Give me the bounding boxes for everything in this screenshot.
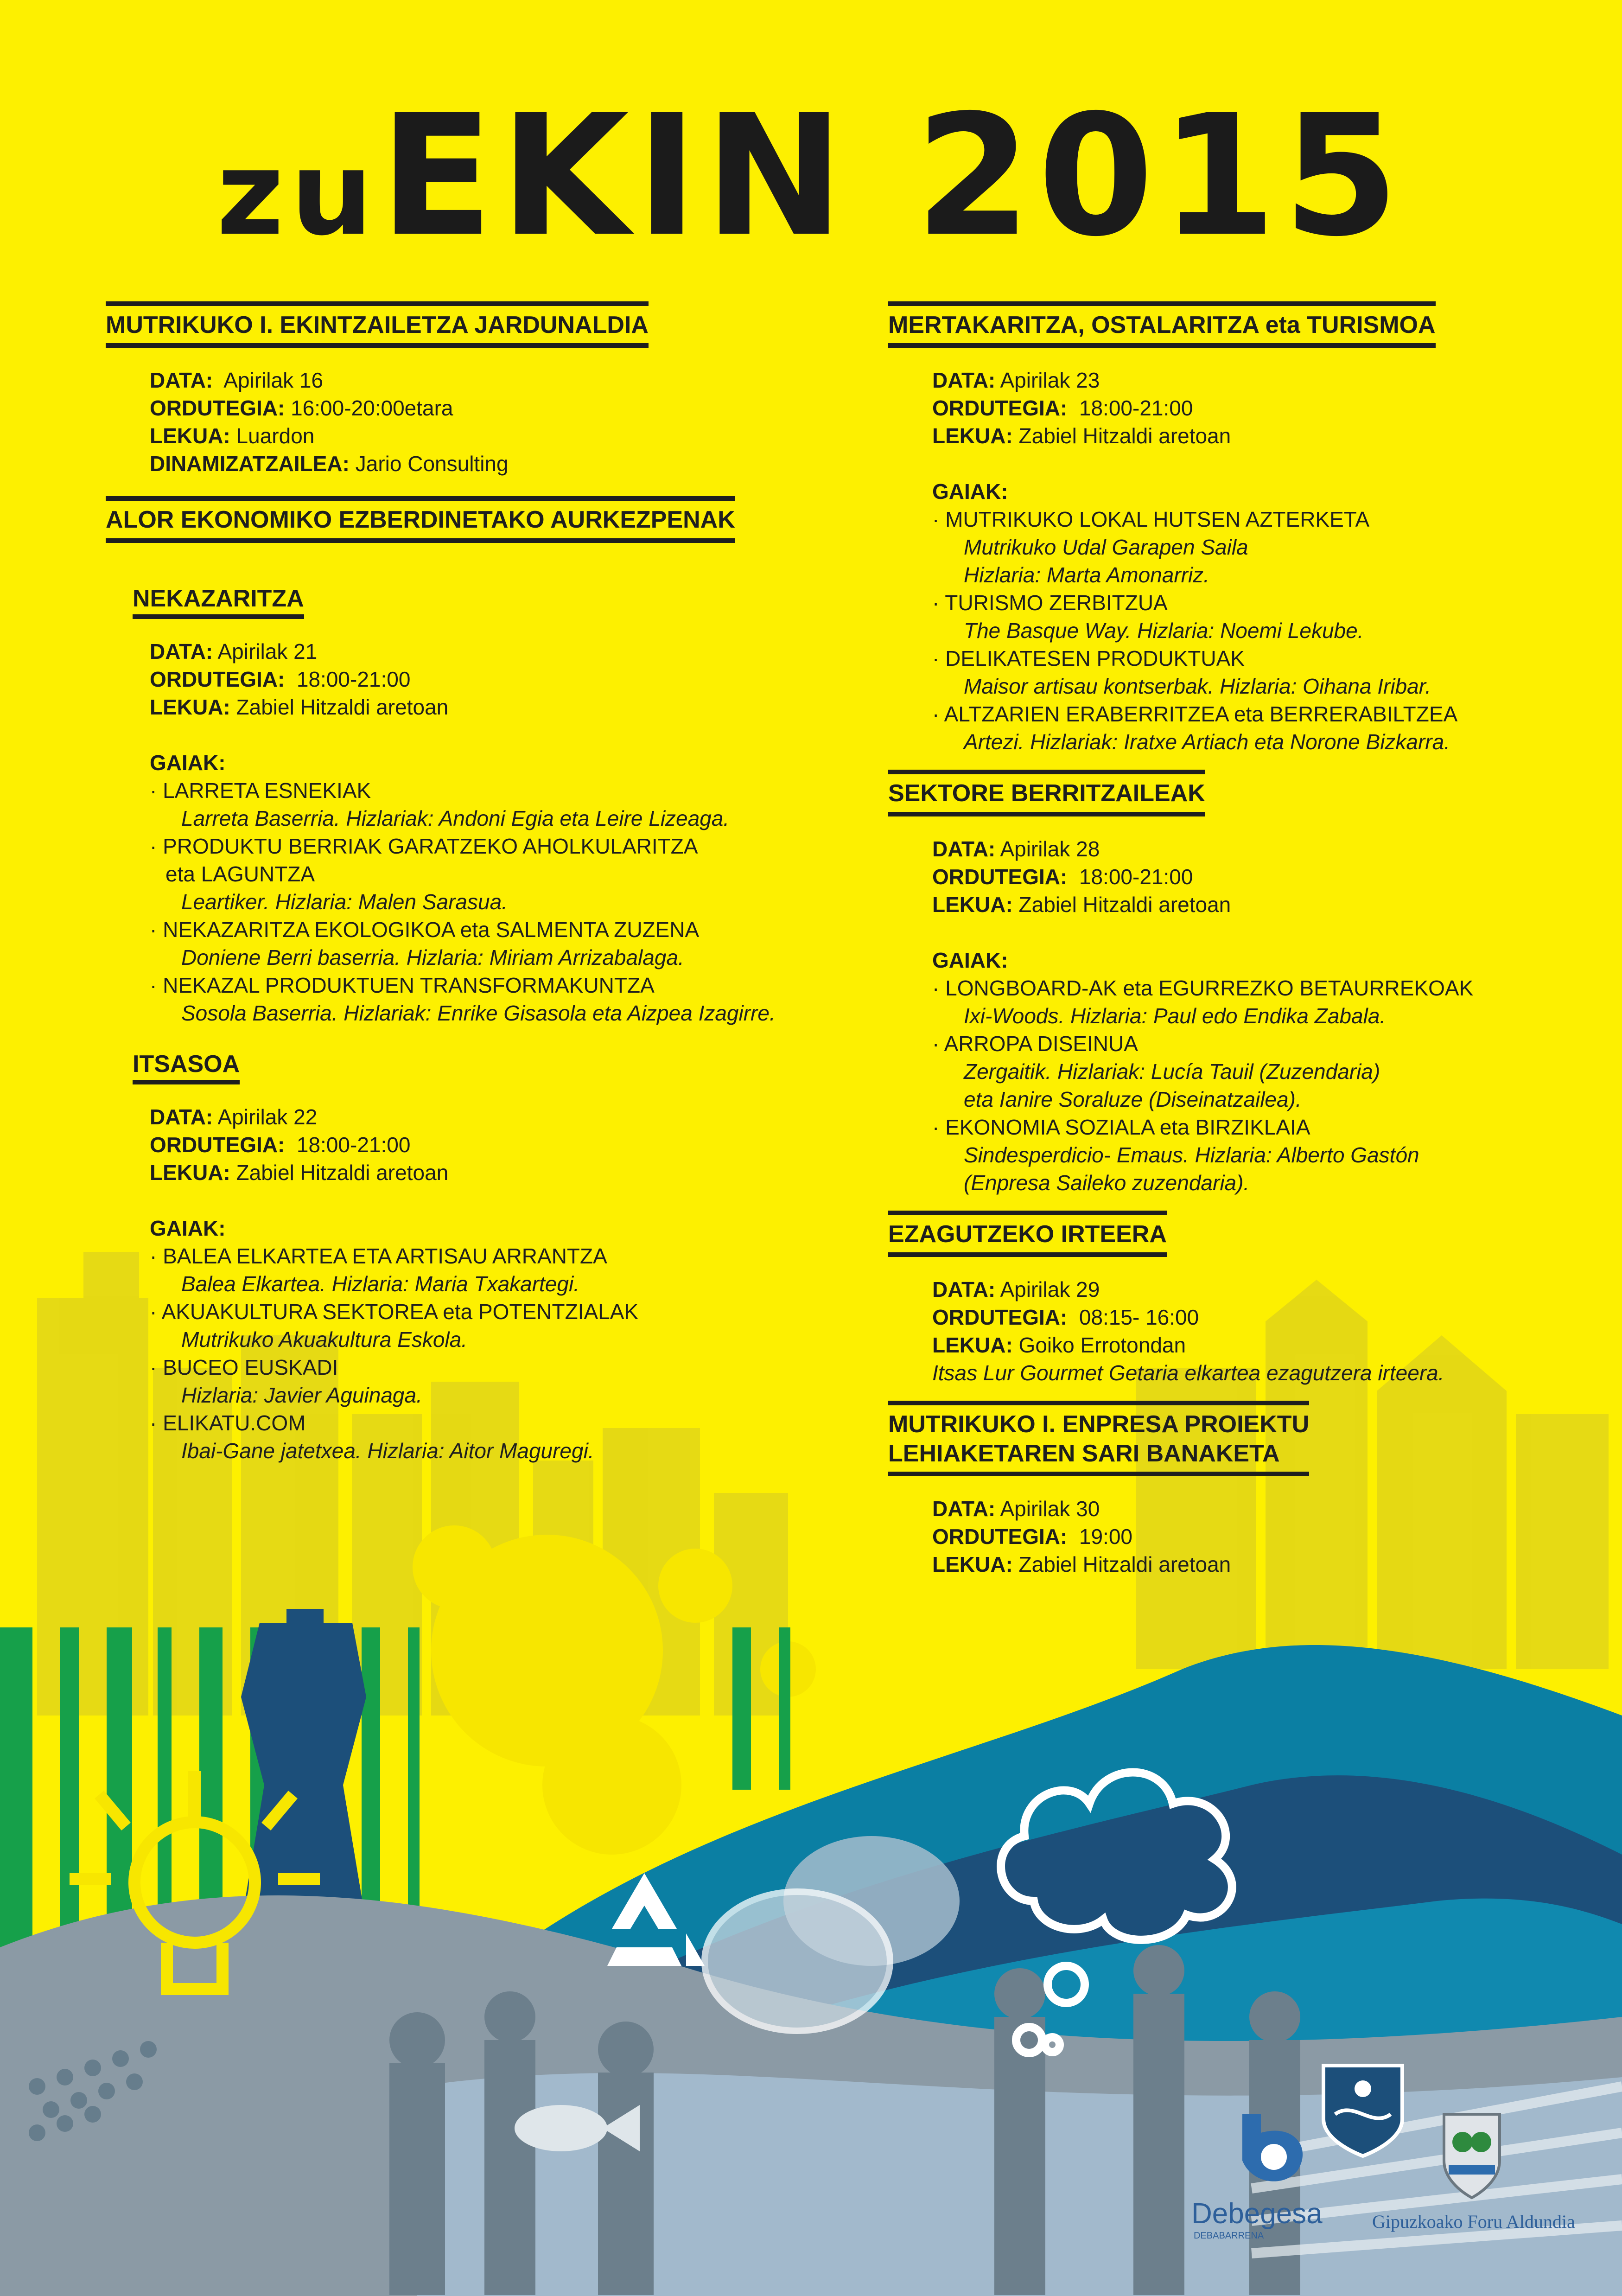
section-heading-aurkezpenak: ALOR EKONOMIKO EZBERDINETAKO AURKEZPENAK xyxy=(106,496,735,542)
info-row: ORDUTEGIA: 16:00-20:00etara xyxy=(150,396,453,421)
topic-item: · ARROPA DISEINUA xyxy=(932,1031,1138,1056)
topic-item: · EKONOMIA SOZIALA eta BIRZIKLAIA xyxy=(932,1115,1310,1139)
gipuzkoa-name: Gipuzkoako Foru Aldundia xyxy=(1372,2211,1575,2232)
info-row: LEKUA: Luardon xyxy=(150,424,315,448)
itsasoa-info: DATA: Apirilak 22 ORDUTEGIA: 18:00-21:00 LEKUA: Zabiel Hitzaldi aretoan GAIAK: · BALEA ELKARTEA ETA ARTISAU ARRANTZA Balea Elkartea. Hizlaria: Maria Txakartegi. · AKUAKULTURA SEKTOREA eta POTENTZIALAK Mutrikuko Akuakultura Eskola. · BUCEO EUSKADI Hizlaria: Javier Aguinaga. · ELIKATU.COM Ibai-Gane jatetxea. Hizlaria: Aitor Maguregi. xyxy=(106,1103,829,1465)
section-heading-turismoa: MERTAKARITZA, OSTALARITZA eta TURISMOA xyxy=(888,301,1436,348)
mutriku-crest xyxy=(1323,2066,1402,2156)
debegesa-logo xyxy=(1191,2114,1323,2241)
sari-banaketa-info: DATA: Apirilak 30 ORDUTEGIA: 19:00 LEKUA: Zabiel Hitzaldi aretoan xyxy=(932,1496,1231,1576)
topic-item: · MUTRIKUKO LOKAL HUTSEN AZTERKETA xyxy=(932,507,1370,532)
info-row: DINAMIZATZAILEA: Jario Consulting xyxy=(150,452,509,476)
topic-item: · ELIKATU.COM xyxy=(150,1410,306,1435)
debegesa-sub: DEBABARRENA xyxy=(1194,2231,1264,2241)
title-main: EKIN 2015 xyxy=(379,79,1406,273)
topic-item: · ALTZARIEN ERABERRITZEA eta BERRERABILTZEA xyxy=(932,702,1458,727)
topic-item: · BUCEO EUSKADI xyxy=(150,1355,338,1379)
topic-item: · PRODUKTU BERRIAK GARATZEKO AHOLKULARITZA xyxy=(150,834,698,858)
berritzaileak-info: DATA: Apirilak 28 ORDUTEGIA: 18:00-21:00 LEKUA: Zabiel Hitzaldi aretoan GAIAK: · LONGBOARD-AK eta EGURREZKO BETAURREKOAK Ixi-Woods. Hizlaria: Paul edo Endika Zabala. · ARROPA DISEINUA Zergaitik. Hizlariak: Lucía Tauil (Zuzendaria) eta Ianire Soraluze (Diseinatzailea). · EKONOMIA SOZIALA eta BIRZIKLAIA Sindesperdicio- Emaus. Hizlaria: Alberto Gastón (Enpresa Saileko zuzendaria). xyxy=(888,835,1528,1197)
topic-item: · NEKAZARITZA EKOLOGIKOA eta SALMENTA ZUZENA xyxy=(150,917,700,942)
debegesa-name: Debegesa xyxy=(1191,2198,1323,2230)
section-heading-jardunaldia: MUTRIKUKO I. EKINTZAILETZA JARDUNALDIA xyxy=(106,301,649,348)
irteera-info: DATA: Apirilak 29 ORDUTEGIA: 08:15- 16:00 LEKUA: Goiko Errotondan Itsas Lur Gourmet Getaria elkartea ezagutzera irteera. xyxy=(888,1276,1528,1387)
irteera-note: Itsas Lur Gourmet Getaria elkartea ezagutzera irteera. xyxy=(932,1361,1444,1385)
section-heading-irteera: EZAGUTZEKO IRTEERA xyxy=(888,1211,1167,1257)
section-heading-berritzaileak: SEKTORE BERRITZAILEAK xyxy=(888,770,1205,816)
topic-item: · LARRETA ESNEKIAK xyxy=(150,778,371,803)
turismoa-info: DATA: Apirilak 23 ORDUTEGIA: 18:00-21:00 LEKUA: Zabiel Hitzaldi aretoan GAIAK: · MUTRIKUKO LOKAL HUTSEN AZTERKETA Mutrikuko Udal Garapen Saila Hizlaria: Marta Amonarriz. · TURISMO ZERBITZUA The Basque Way. Hizlaria: Noemi Lekube. · DELIKATESEN PRODUKTUAK Maisor artisau kontserbak. Hizlaria: Oihana Iribar. · ALTZARIEN ERABERRITZEA eta BERRERABILTZEA Artezi. Hizlariak: Iratxe Artiach eta Norone Bizkarra. xyxy=(888,366,1528,756)
subheading-itsasoa: ITSASOA xyxy=(133,1050,240,1084)
gipuzkoa-shield xyxy=(1372,2114,1575,2232)
subheading-nekazaritza: NEKAZARITZA xyxy=(133,585,304,619)
topic-item: · NEKAZAL PRODUKTUEN TRANSFORMAKUNTZA xyxy=(150,973,655,997)
nekazaritza-info: DATA: Apirilak 21 ORDUTEGIA: 18:00-21:00 LEKUA: Zabiel Hitzaldi aretoan GAIAK: · LARRETA ESNEKIAK Larreta Baserria. Hizlariak: Andoni Egia eta Leire Lizeaga. · PRODUKTU BERRIAK GARATZEKO AHOLKULARITZA eta LAGUNTZA Leartiker. Hizlaria: Malen Sarasua. · NEKAZARITZA EKOLOGIKOA eta SALMENTA ZUZENA Doniene Berri baserria. Hizlaria: Miriam Arrizabalaga. · NEKAZAL PRODUKTUEN TRANSFORMAKUNTZA Sosola Baserria. Hizlariak: Enrike Gisasola eta Aizpea Izagirre. xyxy=(106,638,829,1027)
topic-item: · TURISMO ZERBITZUA xyxy=(932,591,1168,615)
topic-item: · BALEA ELKARTEA ETA ARTISAU ARRANTZA xyxy=(150,1244,607,1268)
topic-item: · AKUAKULTURA SEKTOREA eta POTENTZIALAK xyxy=(150,1299,639,1324)
section-heading-sari-banaketa: MUTRIKUKO I. ENPRESA PROIEKTU LEHIAKETAREN SARI BANAKETA xyxy=(888,1401,1309,1476)
topic-item: · LONGBOARD-AK eta EGURREZKO BETAURREKOAK xyxy=(932,976,1474,1000)
topic-item: · DELIKATESEN PRODUKTUAK xyxy=(932,646,1245,671)
info-row: DATA: Apirilak 16 xyxy=(150,368,324,393)
title-prefix: zu xyxy=(216,126,380,261)
